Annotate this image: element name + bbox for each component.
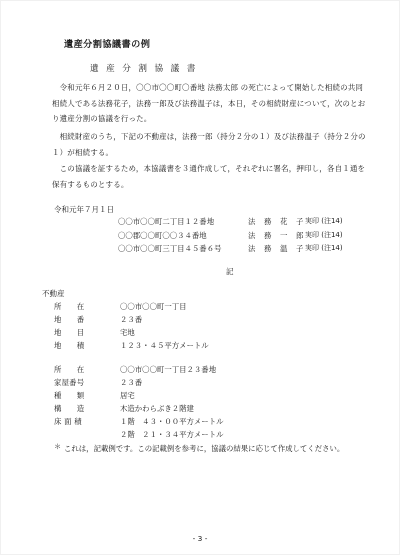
signatory-address: 〇〇市〇〇町三丁目４５番６号 (118, 244, 222, 253)
signatory-names (248, 215, 304, 256)
signatory-name: 法 務 一 郎 (248, 230, 304, 240)
land-values (120, 300, 209, 352)
building-value: 〇〇市〇〇町一丁目２３番地 (120, 365, 217, 374)
building-labels (54, 363, 84, 441)
building-label: 所 在 (54, 365, 85, 374)
signatory-seal: 実印 (注14) (305, 244, 343, 252)
building-label (54, 428, 84, 441)
document-heading: 遺産分割協議書の例 (64, 39, 151, 50)
signatory-address: 〇〇市〇〇町二丁目１２番地 (118, 217, 215, 226)
agreement-title: 遺 産 分 割 協 議 書 (90, 64, 198, 74)
paragraph-inheritance: 相続財産のうち，下記の不動産は，法務一郎（持分２分の１）及び法務温子（持分２分の１）が相続する。 (52, 132, 366, 157)
ki-marker: 記 (226, 267, 234, 276)
land-value: １２３・４５平方メートル (120, 341, 209, 350)
building-value: ２３番 (120, 378, 143, 387)
building-label: 種 類 (54, 391, 85, 400)
building-label: 家屋番号 (54, 378, 85, 387)
building-value: 木造かわらぶき２階建 (120, 404, 194, 413)
building-label: 構 造 (54, 404, 85, 413)
signatory-seal: 実印 (注14) (305, 230, 343, 239)
signatory-name: 法 務 花 子 (248, 217, 304, 226)
property-heading: 不動産 (42, 289, 65, 298)
building-values (120, 363, 223, 441)
land-value: 宅地 (120, 328, 135, 337)
agreement-date: 令和元年７月１日 (54, 205, 114, 214)
note-text: これは，記載例です。この記載例を参考に，協議の結果に応じて作成してください。 (64, 444, 345, 453)
land-labels (54, 300, 84, 352)
land-label: 地 番 (54, 315, 85, 324)
land-value: 〇〇市〇〇町一丁目 (120, 302, 187, 311)
paragraph-opening: 令和元年６月２０日，〇〇市〇〇町〇番地 法務太郎 の死亡によって開始した相続の共同相続人である法務花子，法務一郎及び法務温子は，本日，その相続財産について，次のとおり遺産分割の協議を行った。 (52, 83, 366, 123)
note-asterisk-icon: ＊ (54, 442, 62, 451)
land-value: ２３番 (120, 315, 143, 324)
signatory-address: 〇〇郡〇〇町〇〇３４番地 (118, 230, 207, 240)
signatory-addresses (118, 215, 221, 256)
signatory-seal: 実印 (注14) (305, 217, 343, 225)
paragraph-attestation: この協議を証するため，本協議書を３通作成して，それぞれに署名，押印し，各自１通を保有するものとする。 (52, 164, 366, 189)
page-number: - 3 - (192, 534, 208, 543)
land-label: 地 目 (54, 328, 85, 337)
building-label: 床 面 積 (54, 417, 82, 426)
signatory-seals (305, 215, 343, 256)
building-value: 居宅 (120, 391, 135, 400)
building-value: ２階 ２１・３４平方メートル (120, 430, 224, 439)
signatory-name: 法 務 温 子 (248, 244, 304, 253)
land-label: 所 在 (54, 302, 85, 311)
land-label: 地 積 (54, 341, 85, 350)
building-value: １階 ４３・００平方メートル (120, 417, 224, 426)
